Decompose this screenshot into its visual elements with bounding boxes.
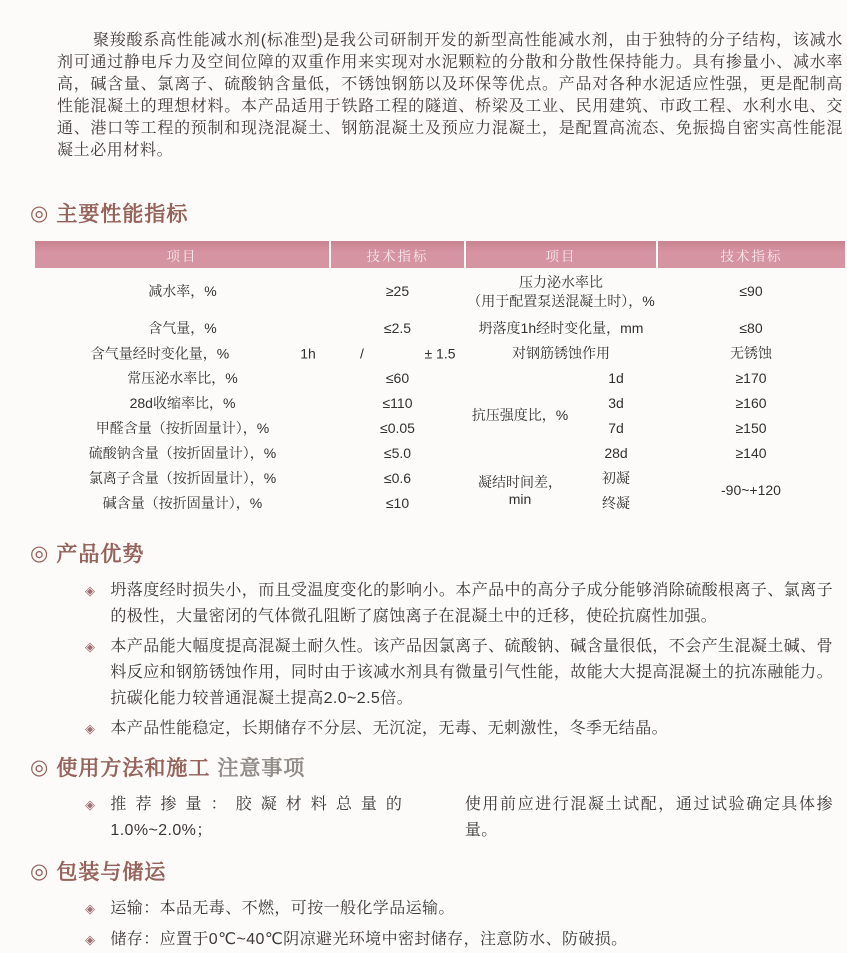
section-heading-performance (30, 198, 847, 228)
item-pressure-bleeding-line2: （用于配置泵送混凝土时），% (467, 293, 655, 309)
header-spec-left: 技术指标 (330, 241, 465, 268)
section-heading-usage (30, 752, 847, 782)
list-item (85, 927, 833, 953)
usage-note-text: 使用前应进行混凝土试配，通过试验确定具体掺量。 (464, 796, 833, 839)
item-pressure-bleeding-line1: 压力泌水率比 (519, 274, 603, 291)
list-item (85, 716, 833, 742)
table-header-row (35, 241, 845, 268)
value-formaldehyde: ≤0.05 (380, 419, 415, 436)
value-strength-28d: ≥140 (735, 444, 767, 461)
section-heading-packaging (30, 856, 847, 886)
item-air-change (35, 341, 465, 366)
item-pressure-bleeding (465, 268, 657, 316)
section-marker-icon: ◎ (30, 541, 50, 565)
value-air-content: ≤2.5 (383, 319, 412, 336)
performance-spec-table (35, 241, 845, 516)
section-title-packaging: 包装与储运 (56, 861, 167, 884)
item-air-change-slash: / (360, 344, 364, 361)
table-row (35, 341, 845, 366)
table-row (35, 268, 845, 316)
usage-bullet-list (85, 792, 833, 844)
intro-paragraph: 聚羧酸系高性能减水剂(标准型)是我公司研制开发的新型高性能减水剂，由于独特的分子结构，该减水剂可通过静电斥力及空间位障的双重作用来实现对水泥颗粒的分散和分散性保持能力。具有掺量小、减水率高，碱含量、氯离子、硫酸钠含量低，不锈蚀钢筋以及环保等优点。产品对各种水泥适应性强，更是配制高性能混凝土的理想材料。本产品适用于铁路工程的隧道、桥梁及工业、民用建筑、市政工程、水利水电、交通、港口等工程的预制和现浇混凝土、钢筋混凝土及预应力混凝土，是配置高流态、免振捣自密实高性能混凝土必用材料。 (57, 32, 843, 159)
section-marker-icon: ◎ (30, 859, 50, 883)
item-bleeding-ratio: 常压泌水率比，% (127, 369, 238, 386)
table-row (35, 316, 845, 341)
diamond-bullet-icon: ◈ (85, 932, 96, 947)
section-marker-icon: ◎ (30, 755, 50, 779)
section-title-usage-main: 使用方法和施工 (56, 757, 211, 780)
storage-bullet-text: 储存：应置于0℃~40℃阴凉避光环境中密封储存，注意防水、防破损。 (110, 931, 628, 948)
advantage-bullet-text: 坍落度经时损失小，而且受温度变化的影响小。本产品中的高分子成分能够消除硫酸根离子、氯离子的极性，大量密闭的气体微孔阻断了腐蚀离子在混凝土中的迁移，使砼抗腐性加强。 (110, 582, 833, 625)
age-3d: 3d (608, 394, 624, 411)
age-7d: 7d (608, 419, 624, 436)
diamond-bullet-icon: ◈ (85, 639, 96, 654)
section-heading-advantages (30, 538, 847, 568)
usage-gap (402, 792, 464, 844)
item-sodium-sulfate: 硫酸钠含量（按折固量计），% (88, 444, 277, 461)
stage-initial-set: 初凝 (602, 469, 630, 486)
item-setting-time-group: 凝结时间差，min (478, 473, 562, 507)
header-item-right: 项目 (465, 241, 657, 268)
packaging-bullet-list (85, 896, 833, 953)
table-row (35, 391, 845, 416)
age-28d: 28d (604, 444, 628, 461)
transport-bullet-text: 运输：本品无毒、不燃，可按一般化学品运输。 (110, 900, 455, 917)
value-sodium-sulfate: ≤5.0 (383, 444, 412, 461)
usage-dosage-text: 推荐掺量：胶凝材料总量的1.0%~2.0%； (110, 796, 403, 839)
item-slump-loss: 坍落度1h经时变化量，mm (478, 319, 644, 336)
header-item-left: 项目 (35, 241, 330, 268)
item-water-reduction: 减水率，% (148, 283, 217, 300)
table-row (35, 416, 845, 441)
value-strength-7d: ≥150 (735, 419, 767, 436)
diamond-bullet-icon: ◈ (85, 583, 96, 598)
value-pressure-bleeding: ≤90 (739, 283, 763, 300)
diamond-bullet-icon: ◈ (85, 721, 96, 736)
section-marker-icon: ◎ (30, 201, 50, 225)
usage-bullet-text (110, 792, 833, 844)
value-slump-loss: ≤80 (739, 319, 763, 336)
value-strength-3d: ≥160 (735, 394, 767, 411)
value-alkali: ≤10 (385, 494, 410, 511)
value-bleeding-ratio: ≤60 (385, 369, 410, 386)
diamond-bullet-icon: ◈ (85, 797, 96, 812)
list-item (85, 578, 833, 630)
item-air-change-label: 含气量经时变化量，% (90, 344, 230, 361)
value-air-change: ± 1.5 (424, 344, 456, 361)
item-rebar-corrosion: 对钢筋锈蚀作用 (512, 344, 610, 361)
item-air-change-time: 1h (300, 344, 316, 361)
item-alkali: 碱含量（按折固量计），% (102, 494, 263, 511)
item-shrinkage-ratio: 28d收缩率比，% (129, 394, 236, 411)
advantage-bullet-text: 本产品能大幅度提高混凝土耐久性。该产品因氯离子、硫酸钠、碱含量很低，不会产生混凝土碱、骨料反应和钢筋锈蚀作用，同时由于该减水剂具有微量引气性能，故能大大提高混凝土的抗冻融能力。抗碳化能力较普通混凝土提高2.0~2.5倍。 (110, 638, 833, 707)
table-row (35, 441, 845, 466)
value-strength-1d: ≥170 (735, 369, 767, 386)
list-item (85, 792, 833, 844)
section-title-usage-sub: 注意事项 (217, 757, 306, 780)
section-title-advantages: 产品优势 (56, 543, 145, 566)
item-compressive-strength-group: 抗压强度比，% (471, 407, 569, 424)
list-item (85, 634, 833, 712)
table-row (35, 466, 845, 491)
item-formaldehyde: 甲醛含量（按折固量计），% (95, 419, 270, 436)
advantages-bullet-list (85, 578, 833, 742)
stage-final-set: 终凝 (602, 494, 630, 511)
value-setting-time: -90~+120 (721, 482, 781, 499)
list-item (85, 896, 833, 922)
table-row (35, 366, 845, 391)
diamond-bullet-icon: ◈ (85, 901, 96, 916)
value-rebar-corrosion: 无锈蚀 (730, 344, 772, 361)
age-1d: 1d (608, 369, 624, 386)
section-title-performance: 主要性能指标 (56, 203, 189, 226)
item-air-content: 含气量，% (148, 319, 217, 336)
value-water-reduction: ≥25 (385, 283, 410, 300)
advantage-bullet-text: 本产品性能稳定，长期储存不分层、无沉淀，无毒、无刺激性，冬季无结晶。 (110, 720, 669, 737)
value-shrinkage-ratio: ≤110 (382, 394, 413, 411)
value-chloride: ≤0.6 (383, 469, 412, 486)
header-spec-right: 技术指标 (657, 241, 845, 268)
item-chloride: 氯离子含量（按折固量计），% (88, 469, 277, 486)
